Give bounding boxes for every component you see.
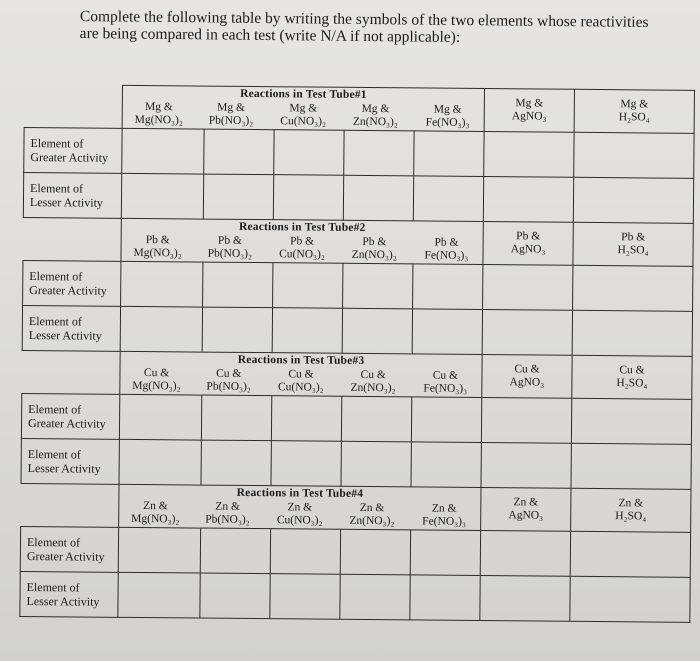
metal-label: Zn & [431, 502, 457, 515]
answer-cell[interactable] [200, 528, 270, 574]
pair-label [482, 363, 571, 390]
test-title: Reactions in Test Tube#2 [238, 220, 366, 234]
solution-label: Pb(NO₃)₂ [207, 247, 253, 260]
pair-label [123, 101, 195, 128]
metal-label: Zn & [513, 496, 539, 509]
answer-cell[interactable] [120, 306, 202, 352]
row-label-line: Element of [28, 402, 82, 417]
answer-row-greater [21, 393, 691, 444]
answer-cell[interactable] [571, 398, 691, 444]
answer-cell[interactable] [573, 265, 693, 311]
metal-label: Zn & [215, 500, 240, 513]
row-label-lesser [22, 305, 120, 351]
metal-label: Cu & [619, 364, 645, 377]
solution-label: Fe(NO₃)₃ [422, 515, 467, 528]
metal-label: Mg & [515, 97, 544, 110]
answer-cell[interactable] [410, 575, 480, 621]
answer-cell[interactable] [201, 395, 271, 441]
answer-cell[interactable] [480, 576, 570, 622]
answer-cell[interactable] [121, 173, 203, 219]
pair-header-cell [572, 355, 692, 399]
answer-cell[interactable] [410, 530, 480, 576]
row-label-lesser [20, 571, 118, 617]
pair-label [121, 234, 193, 261]
answer-cell[interactable] [270, 574, 340, 620]
answer-cell[interactable] [202, 307, 272, 353]
row-label-greater [23, 260, 121, 306]
solution-label: H₂SO₄ [617, 244, 649, 257]
answer-cell[interactable] [119, 439, 201, 485]
answer-cell[interactable] [341, 441, 411, 487]
answer-cell[interactable] [483, 177, 573, 223]
pair-header-cell [573, 222, 693, 266]
row-label-greater [21, 393, 119, 439]
answer-cell[interactable] [271, 441, 341, 487]
solution-label: H₂SO₄ [618, 111, 650, 124]
pair-label [266, 235, 338, 262]
solution-label: Mg(NO₃)₂ [133, 246, 182, 260]
metal-label: Cu & [216, 367, 242, 380]
solution-label: Cu(NO₃)₂ [276, 514, 323, 527]
solution-label: Pb(NO₃)₂ [208, 114, 254, 128]
answer-cell[interactable] [411, 442, 481, 488]
solution-label: Fe(NO₃)₃ [425, 116, 470, 129]
row-label-line: Element of [30, 136, 84, 151]
pair-label [481, 496, 570, 523]
metal-label: Pb & [434, 236, 459, 249]
metal-label: Cu & [288, 368, 314, 381]
answer-cell[interactable] [122, 128, 204, 174]
solution-label: Zn(NO₃)₂ [352, 115, 398, 129]
solution-label: Fe(NO₃)₃ [424, 249, 469, 262]
answer-cell[interactable] [200, 573, 270, 619]
answer-cell[interactable] [272, 308, 342, 354]
answer-row-lesser [21, 438, 691, 489]
solution-label: Cu(NO₃)₂ [279, 248, 325, 261]
answer-cell[interactable] [273, 175, 343, 221]
answer-cell[interactable] [481, 398, 571, 444]
answer-cell[interactable] [271, 396, 341, 442]
answer-cell[interactable] [340, 529, 410, 575]
pair-label [120, 367, 192, 394]
pair-label [409, 369, 481, 396]
answer-cell[interactable] [412, 309, 482, 355]
row-label-line: Element of [28, 314, 82, 329]
pair-label [191, 500, 263, 527]
row-label-line: Greater Activity [29, 283, 107, 298]
solution-label: AgNO₃ [511, 110, 547, 123]
answer-row-greater [23, 260, 693, 311]
test-header-row [24, 85, 694, 134]
solution-label: Zn(NO₃)₂ [349, 514, 395, 528]
answer-row-lesser [20, 571, 690, 622]
answer-cell[interactable] [480, 531, 570, 577]
answer-row-greater [20, 526, 690, 577]
answer-cell[interactable] [273, 263, 343, 309]
pair-label [338, 236, 410, 263]
metal-label: Cu & [432, 369, 459, 382]
answer-cell[interactable] [570, 531, 690, 577]
pair-label [574, 231, 693, 258]
pair-label [267, 102, 339, 129]
answer-cell[interactable] [413, 264, 483, 310]
row-label-line: Element of [27, 447, 81, 462]
metal-label: Mg & [433, 103, 462, 116]
pair-header-cell [481, 488, 571, 532]
pair-label [411, 103, 483, 130]
metal-label: Zn & [359, 501, 385, 515]
answer-cell[interactable] [118, 527, 200, 573]
pair-header-cell [574, 89, 694, 133]
metal-label: Mg & [217, 101, 246, 114]
row-label-line: Lesser Activity [26, 594, 100, 609]
solution-label: Cu(NO₃)₂ [277, 381, 324, 394]
row-label-line: Lesser Activity [29, 195, 104, 210]
answer-cell[interactable] [274, 130, 344, 176]
pair-label [484, 230, 573, 257]
answer-cell[interactable] [118, 572, 200, 618]
corner-cell [21, 483, 119, 527]
solution-label: Mg(NO₃)₂ [131, 512, 180, 526]
answer-cell[interactable] [203, 174, 273, 220]
pair-label [195, 101, 267, 128]
answer-cell[interactable] [121, 261, 203, 307]
pair-labels [123, 101, 484, 130]
pair-label [336, 502, 408, 529]
pair-header-cell [482, 355, 572, 399]
metal-label: Pb & [290, 235, 315, 248]
row-label-line: Element of [29, 269, 83, 284]
row-label-greater [20, 526, 118, 572]
corner-cell [23, 217, 121, 261]
pair-labels [120, 367, 481, 396]
metal-label: Pb & [362, 235, 387, 249]
metal-label: Mg & [620, 98, 649, 111]
corner-cell [24, 85, 122, 129]
answer-cell[interactable] [572, 310, 692, 356]
pair-label [571, 497, 690, 524]
answer-cell[interactable] [484, 132, 574, 178]
row-label-line: Greater Activity [26, 549, 105, 564]
answer-cell[interactable] [411, 397, 481, 443]
metal-label: Mg & [289, 102, 318, 115]
answer-cell[interactable] [343, 263, 413, 309]
metal-label: Pb & [145, 234, 170, 247]
row-label-lesser [21, 438, 119, 484]
pair-label [193, 367, 265, 394]
answer-cell[interactable] [341, 396, 411, 442]
pair-label [408, 502, 480, 529]
solution-label: Pb(NO₃)₂ [205, 513, 250, 526]
metal-label: Zn & [287, 501, 313, 514]
row-label-lesser [23, 173, 121, 219]
metal-label: Pb & [621, 231, 646, 244]
pair-label [410, 236, 482, 263]
metal-label: Zn & [618, 497, 644, 510]
metal-label: Cu & [360, 368, 386, 382]
metal-label: Mg & [361, 102, 390, 116]
answer-cell[interactable] [571, 443, 691, 489]
test-title-group [120, 351, 482, 397]
test-title: Reactions in Test Tube#3 [237, 353, 365, 367]
answer-cell[interactable] [413, 176, 483, 222]
pair-labels [121, 234, 482, 263]
pair-label [265, 368, 337, 395]
answer-cell[interactable] [481, 443, 571, 489]
answer-cell[interactable] [570, 576, 690, 622]
answer-cell[interactable] [342, 308, 412, 354]
solution-label: Zn(NO₃)₂ [351, 248, 397, 262]
pair-label [572, 364, 691, 391]
row-label-greater [24, 128, 122, 174]
corner-cell [22, 350, 120, 394]
answer-cell[interactable] [574, 132, 694, 178]
answer-cell[interactable] [204, 129, 274, 175]
answer-row-lesser [23, 173, 693, 224]
test-title: Reactions in Test Tube#4 [236, 486, 364, 500]
pair-label [264, 501, 336, 528]
test-header-row [23, 217, 693, 266]
metal-label: Cu & [514, 363, 540, 376]
row-label-line: Greater Activity [30, 150, 109, 165]
test-header-row [21, 483, 691, 532]
test-title-group [119, 484, 481, 530]
answer-cell[interactable] [573, 177, 693, 223]
solution-label: H₂SO₄ [615, 510, 647, 523]
solution-label: Zn(NO₃)₂ [350, 381, 396, 395]
test-title: Reactions in Test Tube#1 [240, 87, 367, 101]
pair-header-cell [483, 222, 573, 266]
metal-label: Mg & [144, 101, 173, 114]
pair-label [575, 98, 694, 125]
test-title-group [121, 218, 483, 264]
solution-label: Pb(NO₃)₂ [206, 380, 251, 393]
answer-cell[interactable] [270, 529, 340, 575]
row-label-line: Lesser Activity [28, 328, 102, 343]
pair-labels [119, 500, 480, 529]
pair-label [339, 103, 411, 130]
solution-label: AgNO₃ [510, 243, 546, 256]
test-header-row [22, 350, 692, 399]
answer-cell[interactable] [119, 394, 201, 440]
solution-label: AgNO₃ [508, 509, 544, 522]
row-label-line: Element of [26, 580, 80, 595]
pair-label [194, 234, 266, 261]
metal-label: Pb & [516, 230, 541, 243]
row-label-line: Greater Activity [27, 416, 106, 431]
pair-label [337, 369, 409, 396]
metal-label: Pb & [217, 234, 242, 247]
solution-label: Cu(NO₃)₂ [280, 115, 327, 128]
pair-header-cell [484, 89, 574, 133]
answer-cell[interactable] [482, 310, 572, 356]
answer-cell[interactable] [340, 574, 410, 620]
answer-cell[interactable] [344, 130, 414, 176]
pair-label [119, 500, 191, 527]
solution-label: Mg(NO₃)₂ [134, 113, 183, 127]
pair-header-cell [571, 488, 691, 532]
reactivity-table [19, 84, 695, 623]
test-title-group [122, 85, 484, 131]
solution-label: Mg(NO₃)₂ [132, 379, 181, 393]
solution-label: Fe(NO₃)₃ [423, 382, 468, 395]
answer-cell[interactable] [201, 440, 271, 486]
solution-label: H₂SO₄ [616, 377, 648, 390]
answer-cell[interactable] [203, 262, 273, 308]
row-label-line: Element of [30, 181, 84, 196]
metal-label: Cu & [143, 367, 170, 380]
solution-label: AgNO₃ [509, 376, 545, 389]
instructions-text: Complete the following table by writing the symbols of the two elements whose reactivities are being compared in each test (write N/A if not applicable): [79, 8, 649, 46]
answer-row-greater [24, 128, 694, 179]
row-label-line: Lesser Activity [27, 461, 101, 476]
answer-cell[interactable] [343, 175, 413, 221]
metal-label: Zn & [143, 500, 168, 513]
pair-label [485, 97, 574, 124]
answer-row-lesser [22, 305, 692, 356]
answer-cell[interactable] [483, 265, 573, 311]
row-label-line: Element of [26, 535, 81, 550]
answer-cell[interactable] [414, 131, 484, 177]
